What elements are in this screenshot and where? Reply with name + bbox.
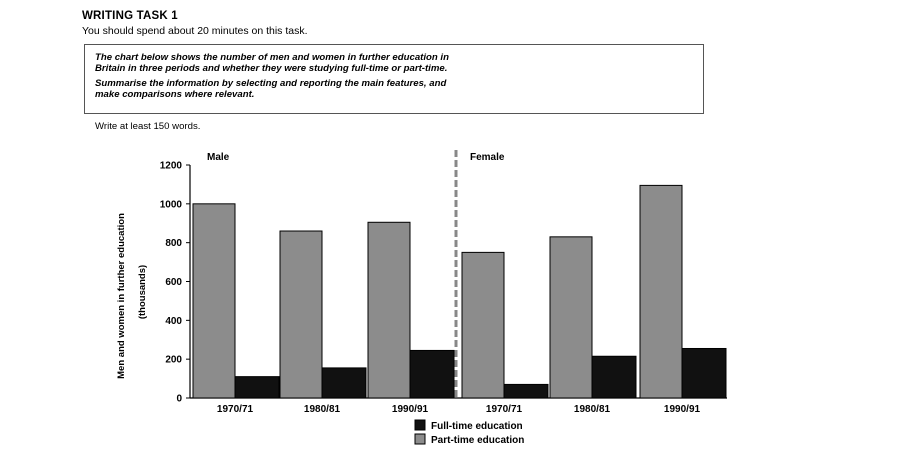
group-label-female: Female	[470, 152, 505, 163]
x-tick-label: 1990/91	[391, 404, 429, 415]
legend-swatch-full-time	[415, 420, 425, 430]
task-intro: You should spend about 20 minutes on this task.	[82, 25, 308, 37]
x-tick-label: 1990/91	[663, 404, 701, 415]
bar-part-time	[193, 204, 235, 398]
group-label-male: Male	[207, 152, 230, 163]
bar-full-time	[682, 348, 726, 398]
legend-label-full-time: Full-time education	[431, 421, 523, 432]
bar-part-time	[462, 252, 504, 398]
y-tick-label: 800	[165, 238, 182, 250]
bar-part-time	[640, 185, 682, 398]
bar-part-time	[368, 222, 410, 398]
bar-part-time	[280, 231, 322, 398]
y-tick-label: 600	[165, 277, 182, 288]
y-tick-label: 400	[165, 315, 182, 327]
bar-full-time	[410, 350, 454, 398]
legend-swatch-part-time	[415, 434, 425, 444]
bar-full-time	[322, 368, 366, 398]
instruction-line-1: Summarise the information by selecting and reporting the main features, and	[95, 78, 447, 89]
instruction-line-2: make comparisons where relevant.	[95, 89, 255, 100]
x-tick-label: 1980/81	[303, 404, 341, 415]
y-tick-label: 1200	[159, 160, 182, 172]
y-axis-label: Men and women in further education	[116, 213, 127, 379]
bar-full-time	[592, 356, 636, 398]
prompt-line-2: Britain in three periods and whether they were studying full-time or part-time.	[95, 63, 448, 74]
x-tick-label: 1970/71	[485, 404, 523, 415]
legend-label-part-time: Part-time education	[431, 435, 525, 446]
y-axis-unit-label: (thousands)	[137, 264, 148, 320]
task-title: WRITING TASK 1	[82, 10, 178, 22]
prompt-line-1: The chart below shows the number of men and women in further education in	[95, 52, 449, 63]
bar-full-time	[504, 384, 548, 398]
bar-full-time	[235, 377, 279, 398]
x-tick-label: 1970/71	[216, 404, 254, 415]
x-tick-label: 1980/81	[573, 404, 611, 415]
y-tick-label: 0	[176, 393, 182, 405]
word-count-requirement: Write at least 150 words.	[95, 121, 201, 132]
bar-part-time	[550, 237, 592, 398]
y-tick-label: 200	[165, 354, 182, 366]
y-tick-label: 1000	[159, 199, 182, 211]
